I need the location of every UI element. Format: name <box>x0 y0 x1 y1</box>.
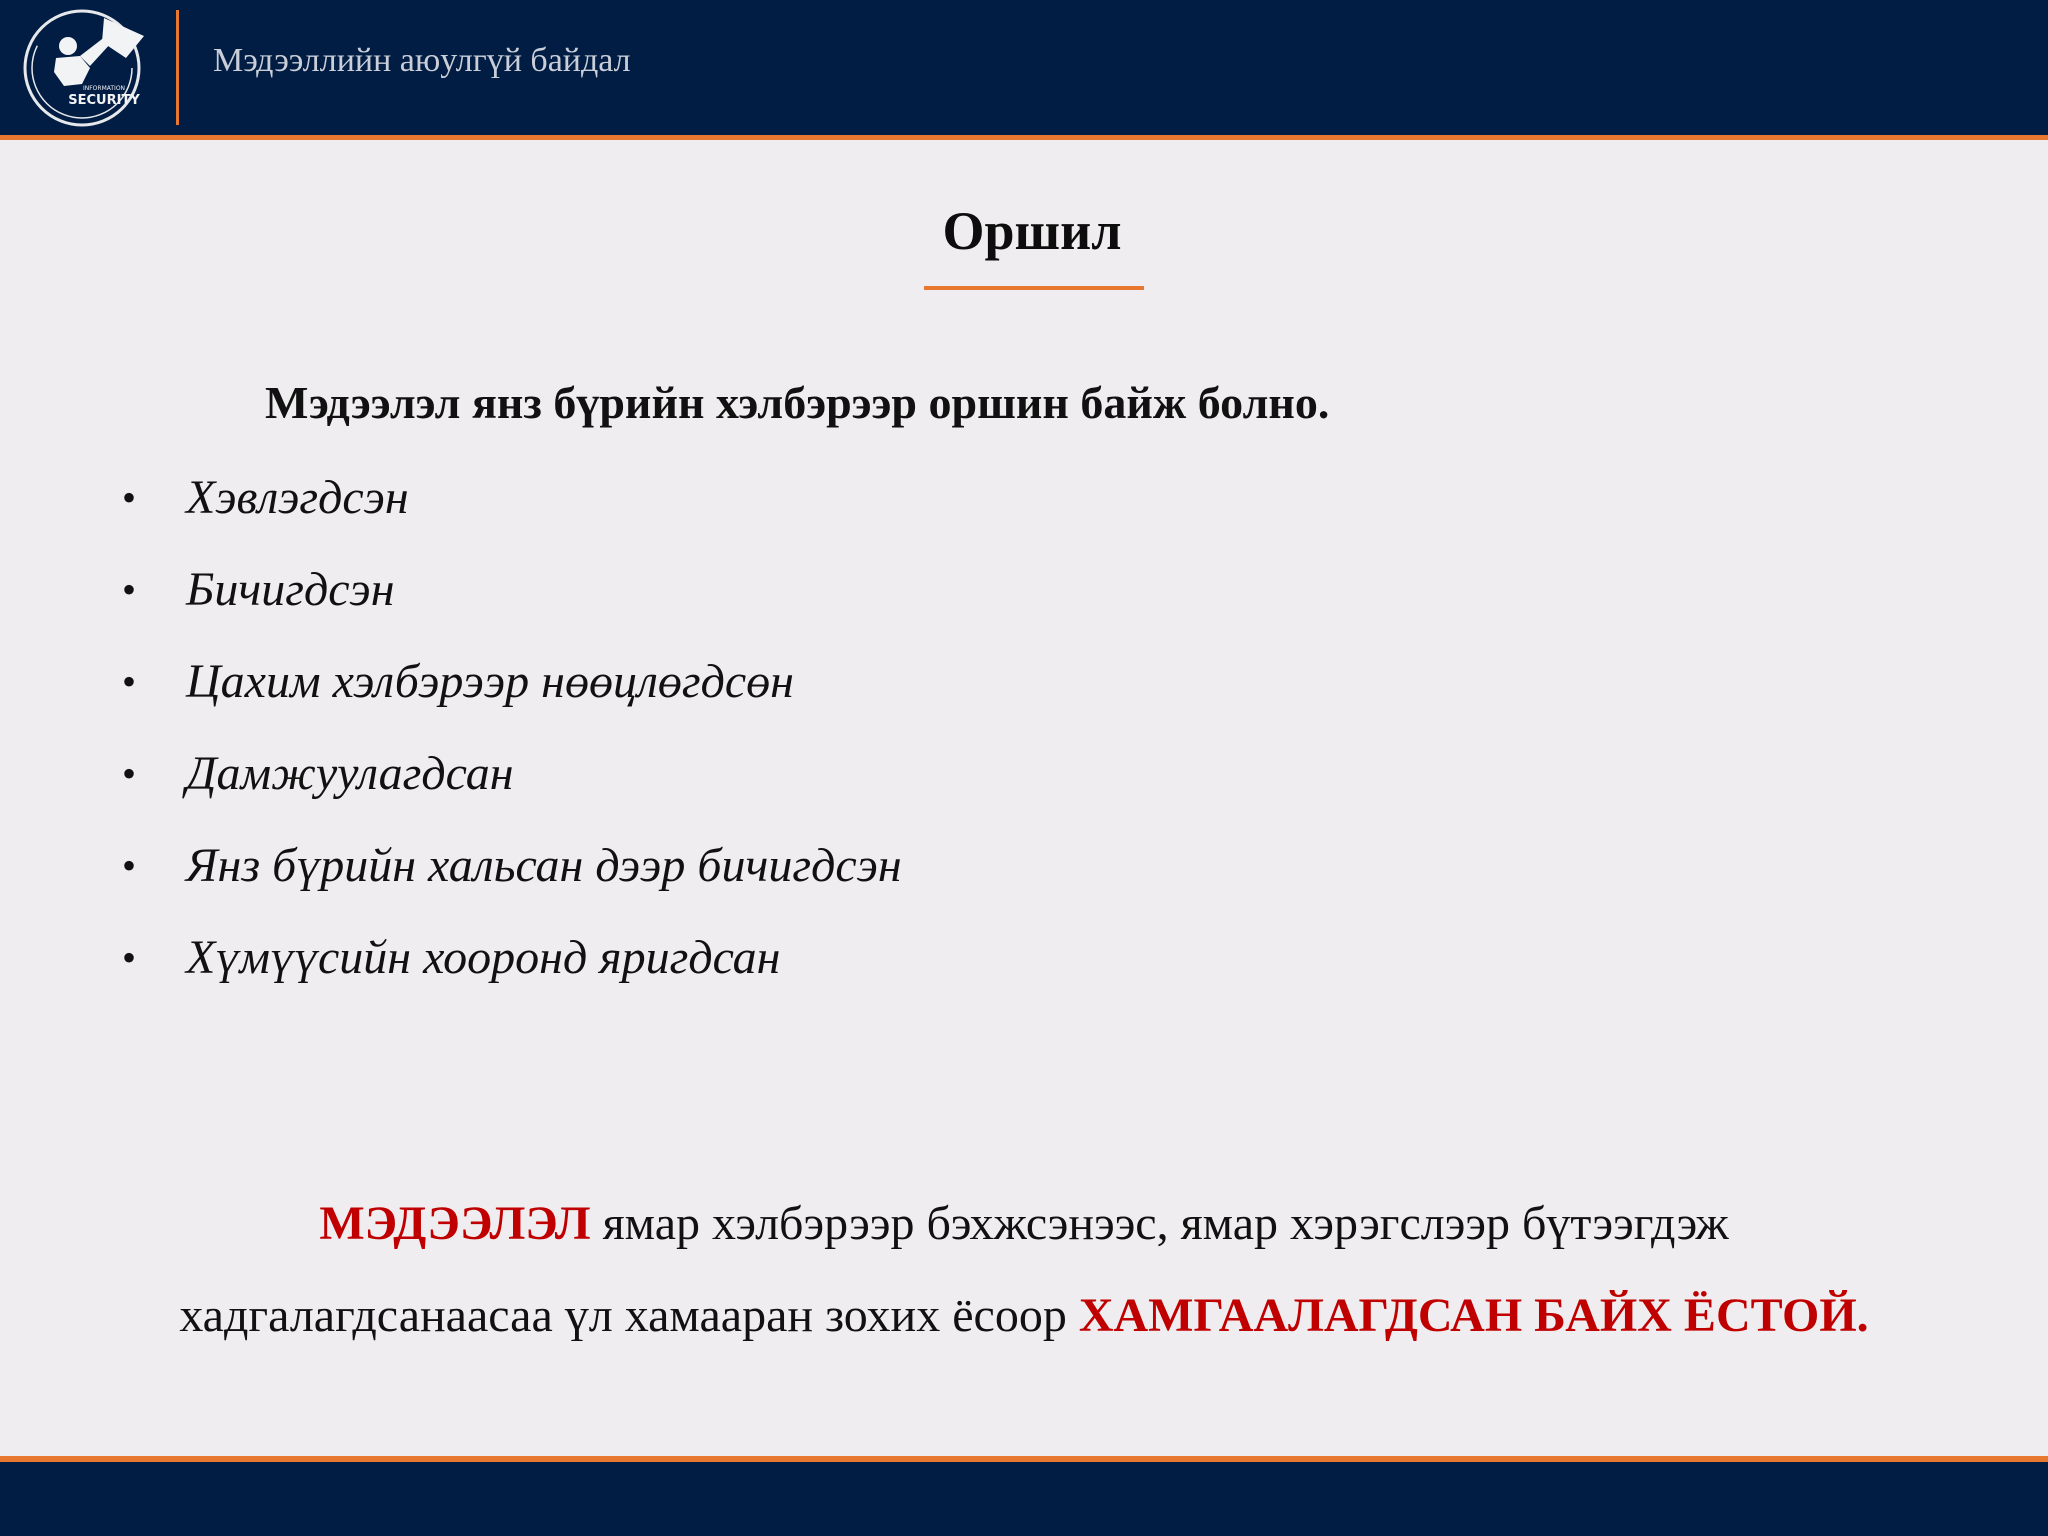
bullet-dot-icon: • <box>122 567 137 612</box>
header-bar <box>0 0 2048 140</box>
svg-text:INFORMATION: INFORMATION <box>82 85 126 92</box>
statement-line-1-text: ямар хэлбэрээр бэхжсэнээс, ямар хэрэгслээр бүтээгдэж <box>590 1197 1729 1250</box>
bullet-dot-icon: • <box>122 935 137 980</box>
title-underline <box>924 286 1144 290</box>
bullet-dot-icon: • <box>122 751 137 796</box>
statement-line-2 <box>0 1270 2048 1362</box>
statement-line-2-text: хадгалагдсанаасаа үл хамааран зохих ёсоор <box>179 1289 1079 1342</box>
statement-highlight-end: ХАМГААЛАГДСАН БАЙХ ЁСТОЙ. <box>1078 1289 1869 1342</box>
lead-sentence: Мэдээлэл янз бүрийн хэлбэрээр оршин байж болно. <box>265 377 1330 428</box>
svg-text:SECURITY: SECURITY <box>68 93 140 108</box>
bullet-text: Дамжуулагдсан <box>186 747 514 800</box>
header-title: Мэдээллийн аюулгүй байдал <box>213 42 631 79</box>
bullet-dot-icon: • <box>122 659 137 704</box>
bullet-text: Хүмүүсийн хооронд яригдсан <box>186 931 781 984</box>
bullet-text: Хэвлэгдсэн <box>186 471 409 524</box>
bullet-dot-icon: • <box>122 843 137 888</box>
slide-title: Оршил <box>942 201 1122 261</box>
bullet-text: Бичигдсэн <box>186 563 395 616</box>
key-statement <box>0 1178 2048 1362</box>
bullet-text: Цахим хэлбэрээр нөөцлөгдсөн <box>186 655 794 708</box>
bullet-text: Янз бүрийн хальсан дээр бичигдсэн <box>186 839 902 892</box>
bullet-dot-icon: • <box>122 475 137 520</box>
header-divider <box>176 10 179 125</box>
statement-highlight-start: МЭДЭЭЛЭЛ <box>319 1197 591 1250</box>
footer-bar <box>0 1462 2048 1536</box>
information-security-logo <box>20 6 156 130</box>
statement-line-1 <box>0 1178 2048 1270</box>
